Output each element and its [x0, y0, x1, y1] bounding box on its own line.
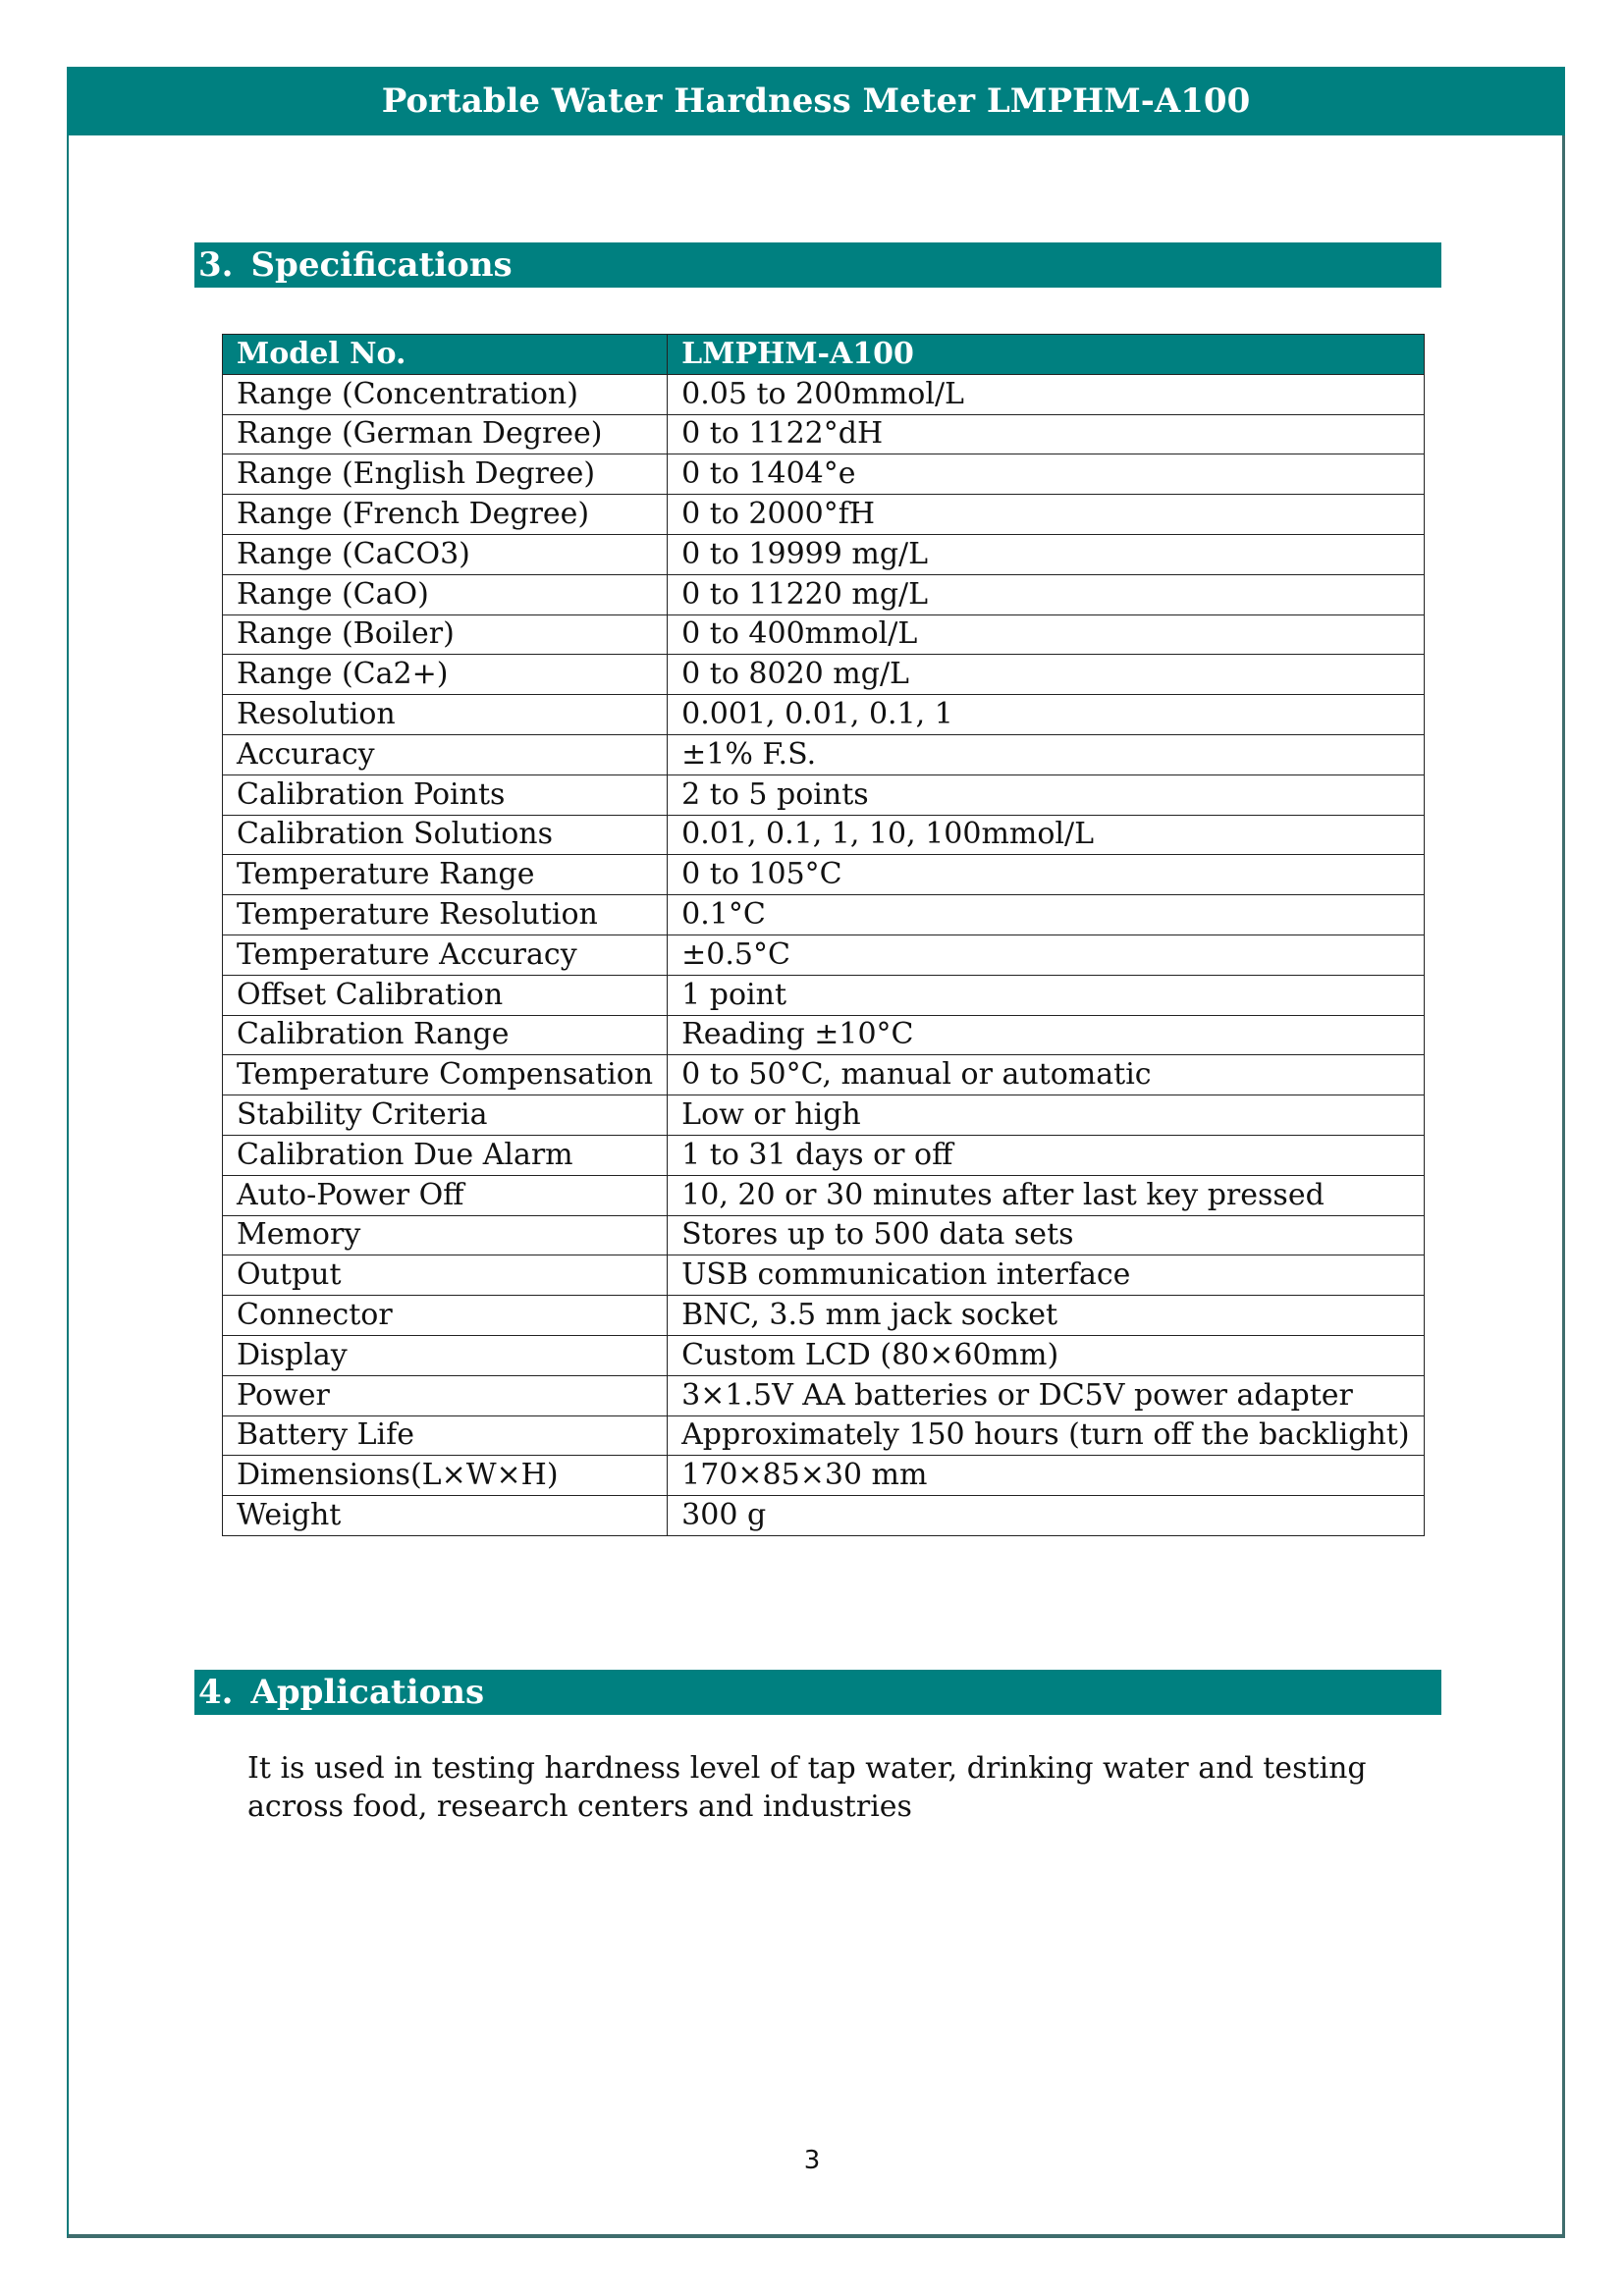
- table-row: [223, 1296, 1425, 1336]
- spec-value: Approximately 150 hours (turn off the backlight): [668, 1415, 1424, 1456]
- table-row: [223, 374, 1425, 414]
- spec-value: BNC, 3.5 mm jack socket: [668, 1296, 1424, 1336]
- applications-heading: [194, 1670, 1441, 1715]
- spec-label: Output: [223, 1255, 668, 1296]
- table-row: [223, 1255, 1425, 1296]
- spec-value: 0 to 400mmol/L: [668, 614, 1424, 655]
- table-row: [223, 975, 1425, 1015]
- table-body: [223, 374, 1425, 1535]
- table-row: [223, 454, 1425, 495]
- spec-label: Range (French Degree): [223, 495, 668, 535]
- table-row: [223, 815, 1425, 855]
- spec-value: 0 to 8020 mg/L: [668, 655, 1424, 695]
- table-row: [223, 1095, 1425, 1136]
- table-row: [223, 895, 1425, 935]
- table-row: [223, 414, 1425, 454]
- spec-value: 0.001, 0.01, 0.1, 1: [668, 695, 1424, 735]
- spec-value: 300 g: [668, 1496, 1424, 1536]
- spec-value: 0 to 50°C, manual or automatic: [668, 1055, 1424, 1095]
- spec-value: 0 to 11220 mg/L: [668, 574, 1424, 614]
- spec-label: Offset Calibration: [223, 975, 668, 1015]
- spec-label: Accuracy: [223, 734, 668, 774]
- document-header: [67, 67, 1565, 135]
- spec-label: Auto-Power Off: [223, 1175, 668, 1215]
- table-row: [223, 1335, 1425, 1375]
- spec-value: Reading ±10°C: [668, 1015, 1424, 1055]
- spec-value: 0.01, 0.1, 1, 10, 100mmol/L: [668, 815, 1424, 855]
- spec-label: Range (English Degree): [223, 454, 668, 495]
- spec-label: Range (Concentration): [223, 374, 668, 414]
- spec-label: Power: [223, 1375, 668, 1415]
- applications-paragraph: It is used in testing hardness level of tap water, drinking water and testing across food, research centers and industries: [247, 1751, 1367, 1824]
- spec-label: Calibration Range: [223, 1015, 668, 1055]
- page-number: 3: [803, 2146, 821, 2175]
- spec-label: Range (CaCO3): [223, 534, 668, 574]
- spec-label: Memory: [223, 1215, 668, 1255]
- spec-value: 0 to 2000°fH: [668, 495, 1424, 535]
- spec-value: Low or high: [668, 1095, 1424, 1136]
- spec-label: Dimensions(L×W×H): [223, 1456, 668, 1496]
- spec-label: Calibration Points: [223, 774, 668, 815]
- spec-label: Stability Criteria: [223, 1095, 668, 1136]
- spec-label: Weight: [223, 1496, 668, 1536]
- spec-value: 0.1°C: [668, 895, 1424, 935]
- spec-label: Resolution: [223, 695, 668, 735]
- spec-value: 10, 20 or 30 minutes after last key pressed: [668, 1175, 1424, 1215]
- table-row: [223, 495, 1425, 535]
- table-row: [223, 1456, 1425, 1496]
- table-row: [223, 855, 1425, 895]
- table-row: [223, 574, 1425, 614]
- spec-value: 0 to 19999 mg/L: [668, 534, 1424, 574]
- document-title: Portable Water Hardness Meter LMPHM-A100: [381, 81, 1251, 121]
- spec-label: Temperature Resolution: [223, 895, 668, 935]
- spec-label: Temperature Range: [223, 855, 668, 895]
- spec-value: 0.05 to 200mmol/L: [668, 374, 1424, 414]
- spec-label: Range (CaO): [223, 574, 668, 614]
- table-row: [223, 614, 1425, 655]
- spec-value: 2 to 5 points: [668, 774, 1424, 815]
- table-row: [223, 734, 1425, 774]
- table-header-label: Model No.: [223, 335, 668, 375]
- table-row: [223, 1375, 1425, 1415]
- table-row: [223, 1175, 1425, 1215]
- table-row: [223, 1055, 1425, 1095]
- spec-value: 0 to 105°C: [668, 855, 1424, 895]
- spec-value: 1 to 31 days or off: [668, 1135, 1424, 1175]
- section-title: Applications: [250, 1673, 485, 1712]
- spec-value: 0 to 1122°dH: [668, 414, 1424, 454]
- table-row: [223, 655, 1425, 695]
- table-row: [223, 695, 1425, 735]
- spec-label: Range (Boiler): [223, 614, 668, 655]
- spec-value: 170×85×30 mm: [668, 1456, 1424, 1496]
- table-row: [223, 934, 1425, 975]
- specifications-heading: [194, 242, 1441, 288]
- spec-label: Battery Life: [223, 1415, 668, 1456]
- spec-label: Display: [223, 1335, 668, 1375]
- table-row: [223, 534, 1425, 574]
- spec-value: ±1% F.S.: [668, 734, 1424, 774]
- table-header-row: [223, 335, 1425, 375]
- section-title: Specifications: [250, 245, 513, 285]
- spec-label: Connector: [223, 1296, 668, 1336]
- spec-value: 3×1.5V AA batteries or DC5V power adapter: [668, 1375, 1424, 1415]
- spec-label: Temperature Accuracy: [223, 934, 668, 975]
- spec-value: USB communication interface: [668, 1255, 1424, 1296]
- spec-label: Calibration Due Alarm: [223, 1135, 668, 1175]
- spec-label: Calibration Solutions: [223, 815, 668, 855]
- section-number: 3.: [198, 245, 234, 285]
- spec-value: 1 point: [668, 975, 1424, 1015]
- section-number: 4.: [198, 1673, 234, 1712]
- spec-value: 0 to 1404°e: [668, 454, 1424, 495]
- table-row: [223, 1496, 1425, 1536]
- spec-value: ±0.5°C: [668, 934, 1424, 975]
- spec-value: Custom LCD (80×60mm): [668, 1335, 1424, 1375]
- table-row: [223, 1215, 1425, 1255]
- table-row: [223, 1015, 1425, 1055]
- spec-value: Stores up to 500 data sets: [668, 1215, 1424, 1255]
- specifications-table: [222, 334, 1425, 1536]
- table-row: [223, 1135, 1425, 1175]
- table-header-value: LMPHM-A100: [668, 335, 1424, 375]
- spec-label: Range (Ca2+): [223, 655, 668, 695]
- table-row: [223, 1415, 1425, 1456]
- table-row: [223, 774, 1425, 815]
- spec-label: Range (German Degree): [223, 414, 668, 454]
- spec-label: Temperature Compensation: [223, 1055, 668, 1095]
